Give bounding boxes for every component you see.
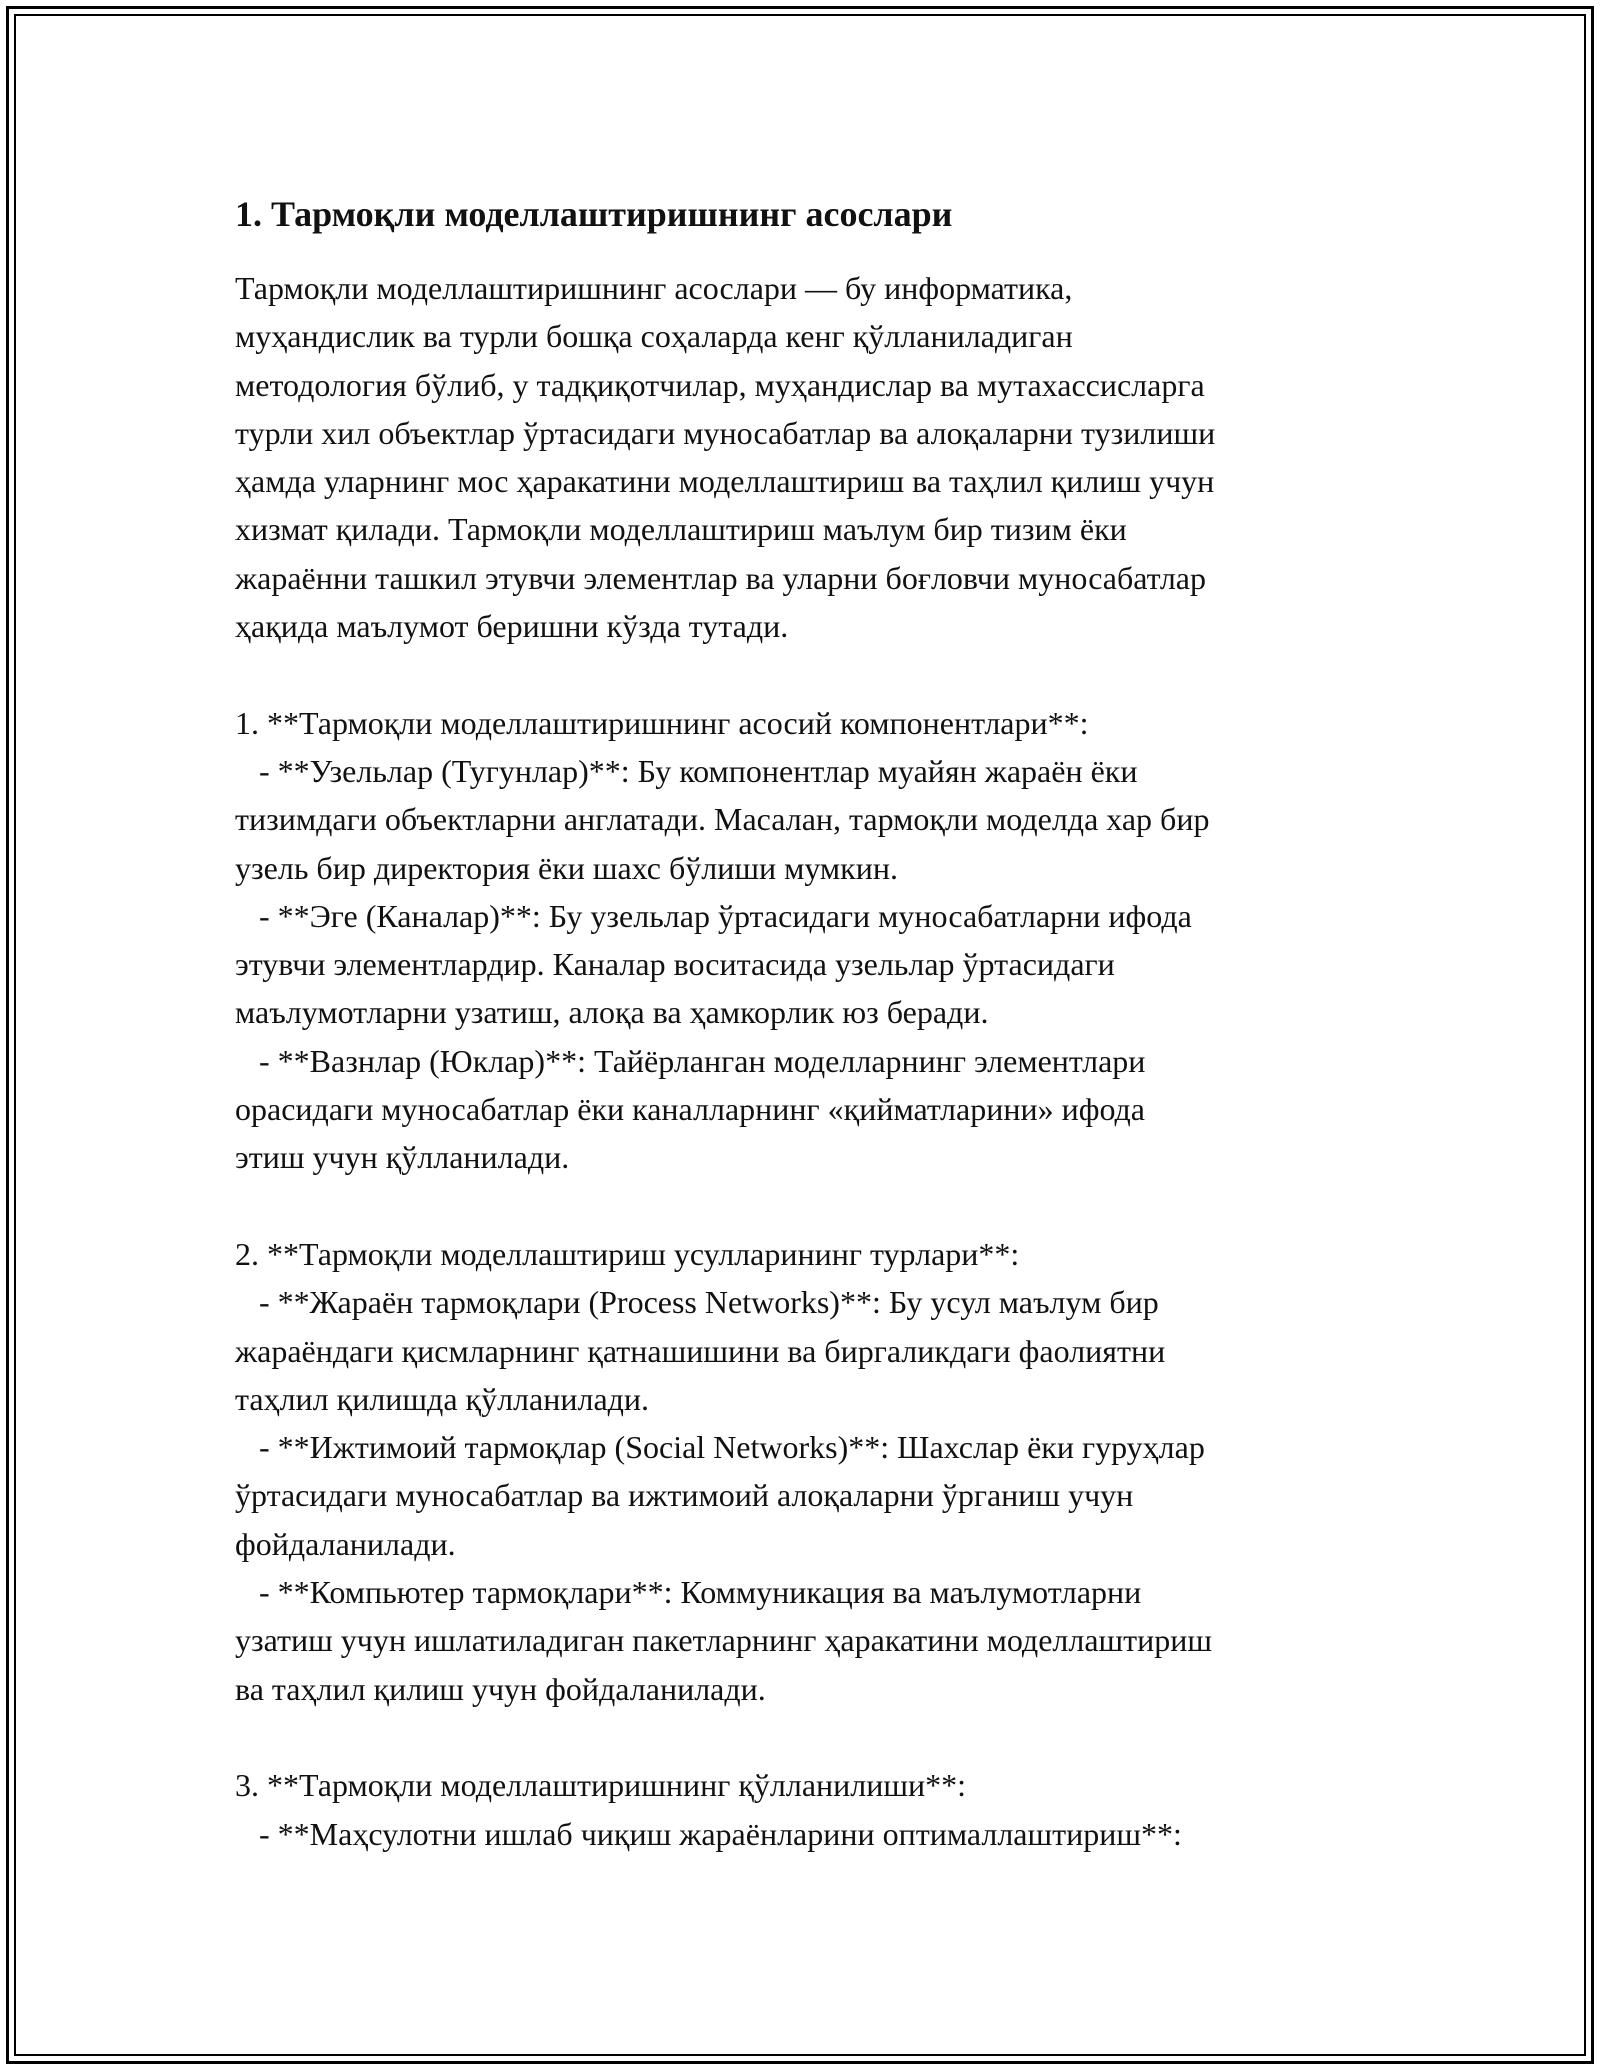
text-line: - **Ижтимоий тармоқлар (Social Networks)**: Шахслар ёки гуруҳлар — [235, 1429, 1205, 1466]
text-line: жараёндаги қисмларнинг қатнашишини ва биргаликдаги фаолиятни — [235, 1332, 1166, 1369]
text-line: - **Компьютер тармоқлари**: Коммуникация ва маълумотларни — [235, 1574, 1142, 1611]
text-line: ўртасидаги муносабатлар ва ижтимоий алоқаларни ўрганиш учун — [235, 1477, 1134, 1514]
text-line: жараённи ташкил этувчи элементлар ва уларни боғловчи муносабатлар — [235, 559, 1206, 596]
text-line: хизмат қилади. Тармоқли моделлаштириш маълум бир тизим ёки — [235, 511, 1127, 548]
text-line: - **Жараён тармоқлари (Process Networks)**: Бу усул маълум бир — [235, 1284, 1159, 1321]
text-line: ҳамда уларнинг мос ҳаракатини моделлаштириш ва таҳлил қилиш учун — [235, 463, 1215, 500]
text-line: таҳлил қилишда қўлланилади. — [235, 1380, 650, 1417]
text-line: Тармоқли моделлаштиришнинг асослари — бу информатика, — [235, 270, 1073, 306]
text-line: муҳандислик ва турли бошқа соҳаларда кенг қўлланиладиган — [235, 318, 1073, 355]
document-page — [235, 190, 1375, 1858]
text-line: - **Эге (Каналар)**: Бу узельлар ўртасидаги муносабатларни ифода — [235, 897, 1192, 934]
text-line: ҳақида маълумот беришни кўзда тутади. — [235, 608, 789, 645]
text-line: методология бўлиб, у тадқиқотчилар, муҳандислар ва мутахассисларга — [235, 366, 1205, 403]
text-line: маълумотларни узатиш, алоқа ва ҳамкорлик юз беради. — [235, 994, 989, 1031]
text-line: - **Вазнлар (Юклар)**: Тайёрланган моделларнинг элементлари — [235, 1042, 1146, 1079]
text-line: орасидаги муносабатлар ёки каналларнинг «қийматларини» ифода — [235, 1091, 1145, 1128]
text-line: узель бир директория ёки шахс бўлиши мумкин. — [235, 849, 898, 886]
blank-line — [235, 1182, 1375, 1230]
text-line: - **Узельлар (Тугунлар)**: Бу компонентлар муайян жараён ёки — [235, 752, 1138, 789]
text-line: 3. **Тармоқли моделлаштиришнинг қўлланилиши**: — [235, 1767, 967, 1804]
text-line: тизимдаги объектларни англатади. Масалан, тармоқли моделда хар бир — [235, 801, 1210, 838]
text-line: этувчи элементлардир. Каналар воситасида узельлар ўртасидаги — [235, 946, 1115, 983]
text-line: - **Маҳсулотни ишлаб чиқиш жараёнларини оптималлаштириш**: — [235, 1815, 1182, 1852]
blank-line — [235, 650, 1375, 698]
blank-line — [235, 1713, 1375, 1761]
text-line: ва таҳлил қилиш учун фойдаланилади. — [235, 1670, 766, 1707]
text-line: фойдаланилади. — [235, 1525, 456, 1562]
text-line: 1. **Тармоқли моделлаштиришнинг асосий компонентлари**: — [235, 704, 1089, 741]
text-line: этиш учун қўлланилади. — [235, 1139, 570, 1176]
text-line: турли хил объектлар ўртасидаги муносабатлар ва алоқаларни тузилиши — [235, 414, 1216, 451]
document-title: 1. Тармоқли моделлаштиришнинг асослари — [235, 194, 953, 234]
text-line: 2. **Тармоқли моделлаштириш усулларининг турлари**: — [235, 1235, 1020, 1272]
document-body — [235, 264, 1375, 1858]
text-line: узатиш учун ишлатиладиган пакетларнинг ҳаракатини моделлаштириш — [235, 1622, 1213, 1659]
